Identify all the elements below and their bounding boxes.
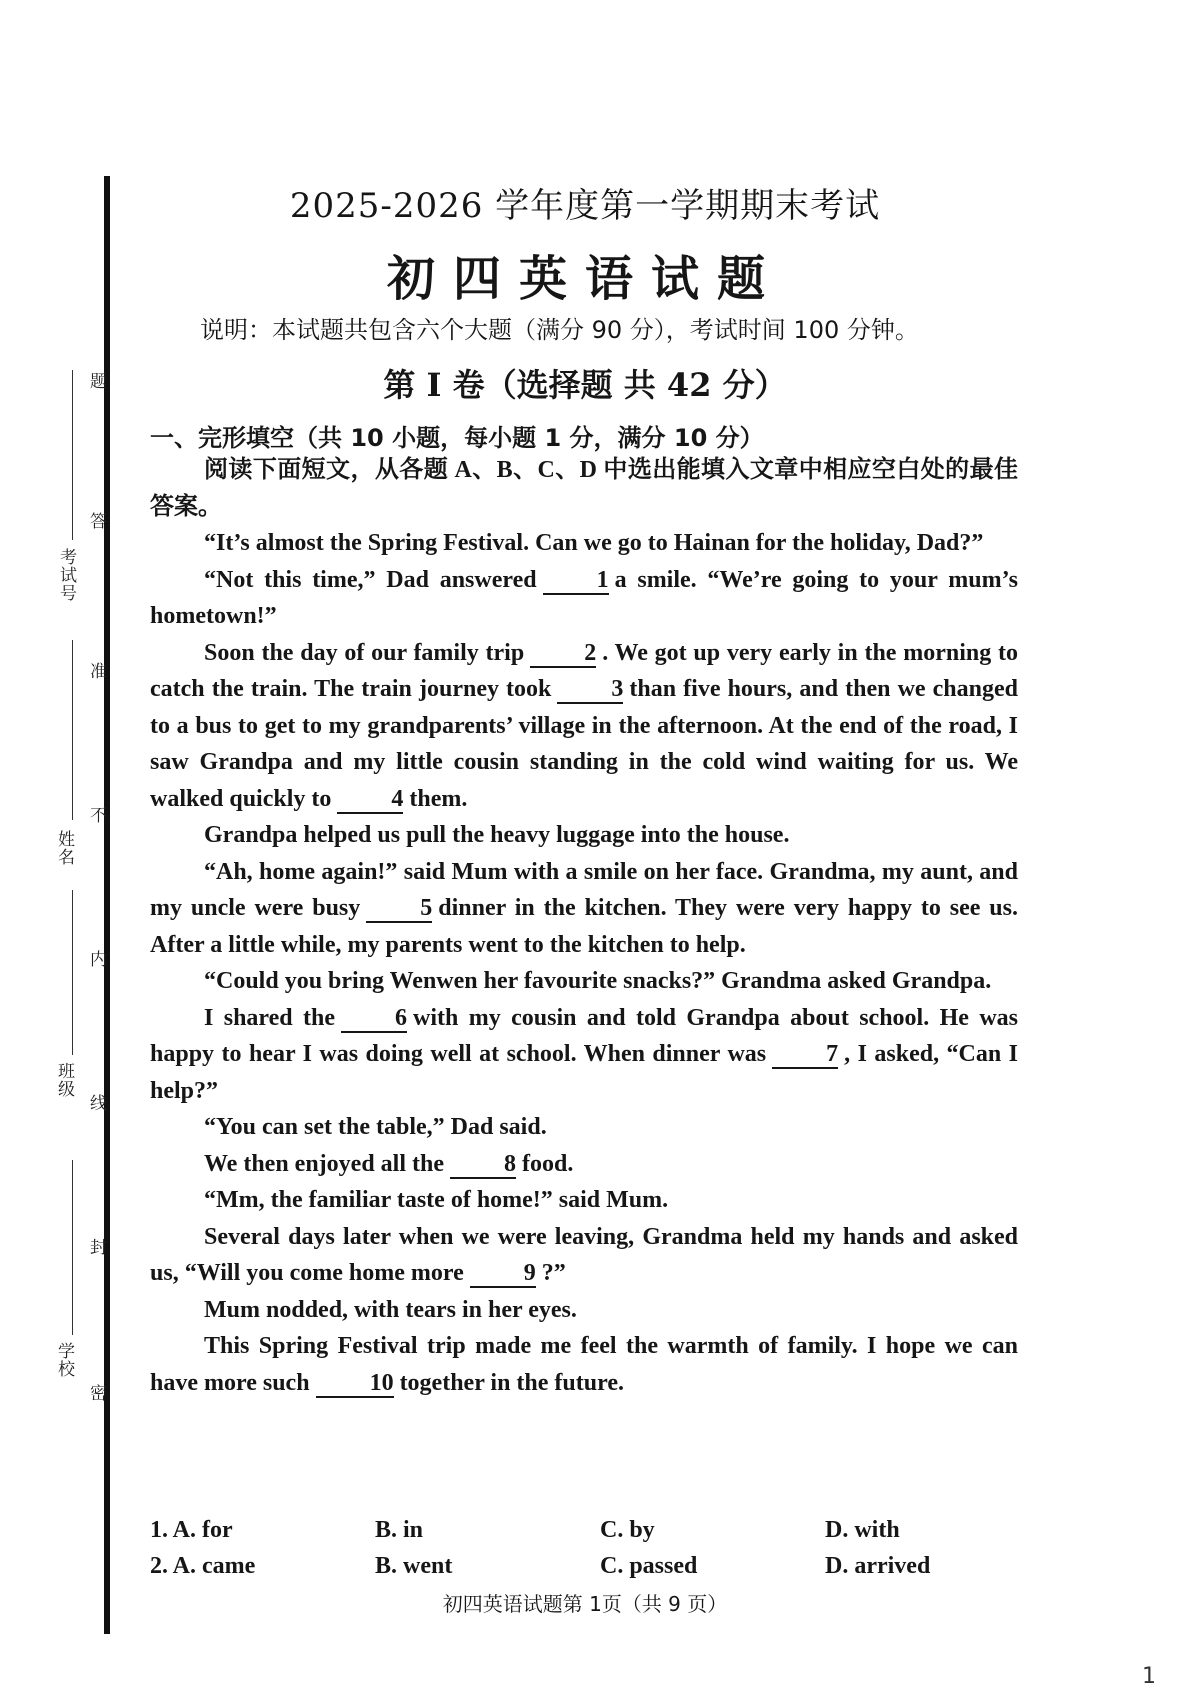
passage-paragraph: “It’s almost the Spring Festival. Can we go to Hainan for the holiday, Dad?” xyxy=(204,530,984,556)
option-a: 2. A. came xyxy=(150,1552,256,1579)
class-line xyxy=(72,890,73,1055)
seal-char: 不 xyxy=(86,806,106,824)
passage-paragraph: Grandpa helped us pull the heavy luggage into the house. xyxy=(204,822,790,848)
passage-paragraph: We then enjoyed all the 8 food. xyxy=(204,1150,574,1177)
blank-8: 8 xyxy=(450,1151,516,1179)
passage-paragraph: “You can set the table,” Dad said. xyxy=(204,1114,547,1140)
blank-7: 7 xyxy=(772,1041,838,1069)
seal-char: 内 xyxy=(86,950,106,968)
school-line xyxy=(72,1160,73,1335)
option-c: C. passed xyxy=(600,1552,698,1579)
seal-char: 线 xyxy=(86,1094,106,1112)
cloze-passage xyxy=(150,452,1018,1401)
option-c: C. by xyxy=(600,1516,655,1543)
label-name: 姓名 xyxy=(54,830,74,866)
blank-2: 2 xyxy=(530,640,596,668)
answer-options xyxy=(150,1512,1050,1584)
option-row-2 xyxy=(150,1548,1050,1584)
seal-char: 答 xyxy=(86,512,106,530)
label-exam-number: 考试号 xyxy=(56,548,76,602)
passage-paragraph: I shared the 6 with my cousin and told Grandpa about school. He was happy to hear I was doing well at school. When dinner was 7 , I asked, “Can I help?” xyxy=(150,1004,1018,1104)
passage-paragraph: This Spring Festival trip made me feel the warmth of family. I hope we can have more such 10 together in the future. xyxy=(150,1333,1018,1396)
passage-paragraph: Mum nodded, with tears in her eyes. xyxy=(204,1296,577,1323)
option-a: 1. A. for xyxy=(150,1516,233,1543)
volume-title: 第 I 卷（选择题 共 42 分） xyxy=(383,366,787,404)
option-b: B. went xyxy=(375,1552,453,1579)
name-line xyxy=(72,640,73,820)
seal-char: 密 xyxy=(86,1384,106,1402)
exam-year-title: 2025-2026 学年度第一学期期末考试 xyxy=(289,186,881,226)
seal-char: 封 xyxy=(86,1238,106,1256)
seal-char: 准 xyxy=(86,662,106,680)
blank-6: 6 xyxy=(341,1005,407,1033)
binding-margin-rule xyxy=(104,176,110,1634)
blank-9: 9 xyxy=(470,1260,536,1288)
exam-subject-title: 初四英语试题 xyxy=(386,251,783,307)
passage-paragraph: Several days later when we were leaving, Grandma held my hands and asked us, “Will you come home more 9 ?” xyxy=(150,1223,1018,1286)
passage-paragraph: Soon the day of our family trip 2 . We got up very early in the morning to catch the train. The train journey took 3 than five hours, and then we changed to a bus to get to my grandparents’ village in the afternoon. At the end of the road, I saw Grandpa and my little cousin standing in the cold wind waiting for us. We walked quickly to 4 them. xyxy=(150,639,1018,812)
blank-4: 4 xyxy=(337,786,403,814)
exam-note: 说明：本试题共包含六个大题（满分 90 分），考试时间 100 分钟。 xyxy=(200,316,919,344)
blank-5: 5 xyxy=(366,895,432,923)
passage-paragraph: “Could you bring Wenwen her favourite snacks?” Grandma asked Grandpa. xyxy=(204,968,992,994)
option-d: D. arrived xyxy=(825,1552,931,1579)
exam-number-line xyxy=(72,370,73,540)
instruction-paragraph: 阅读下面短文，从各题 A、B、C、D 中选出能填入文章中相应空白处的最佳答案。 xyxy=(150,457,1018,520)
option-d: D. with xyxy=(825,1516,900,1543)
label-school: 学校 xyxy=(54,1342,74,1378)
label-class: 班级 xyxy=(54,1062,74,1098)
page-footer: 初四英语试题第 1页（共 9 页） xyxy=(442,1592,728,1616)
blank-3: 3 xyxy=(557,676,623,704)
passage-paragraph: “Not this time,” Dad answered 1 a smile. “We’re going to your mum’s hometown!” xyxy=(150,566,1019,629)
option-row-1 xyxy=(150,1512,1050,1548)
option-b: B. in xyxy=(375,1516,424,1543)
passage-paragraph: “Ah, home again!” said Mum with a smile on her face. Grandma, my aunt, and my uncle were busy 5 dinner in the kitchen. They were very happy to see us. After a little while, my parents went to the kitchen to help. xyxy=(150,858,1018,958)
blank-1: 1 xyxy=(543,567,609,595)
page-corner-number: 1 xyxy=(1142,1664,1156,1689)
section-heading: 一、完形填空（共 10 小题，每小题 1 分，满分 10 分） xyxy=(150,424,764,452)
passage-paragraph: “Mm, the familiar taste of home!” said Mum. xyxy=(204,1187,669,1213)
seal-char: 题 xyxy=(86,372,106,390)
blank-10: 10 xyxy=(316,1370,394,1398)
